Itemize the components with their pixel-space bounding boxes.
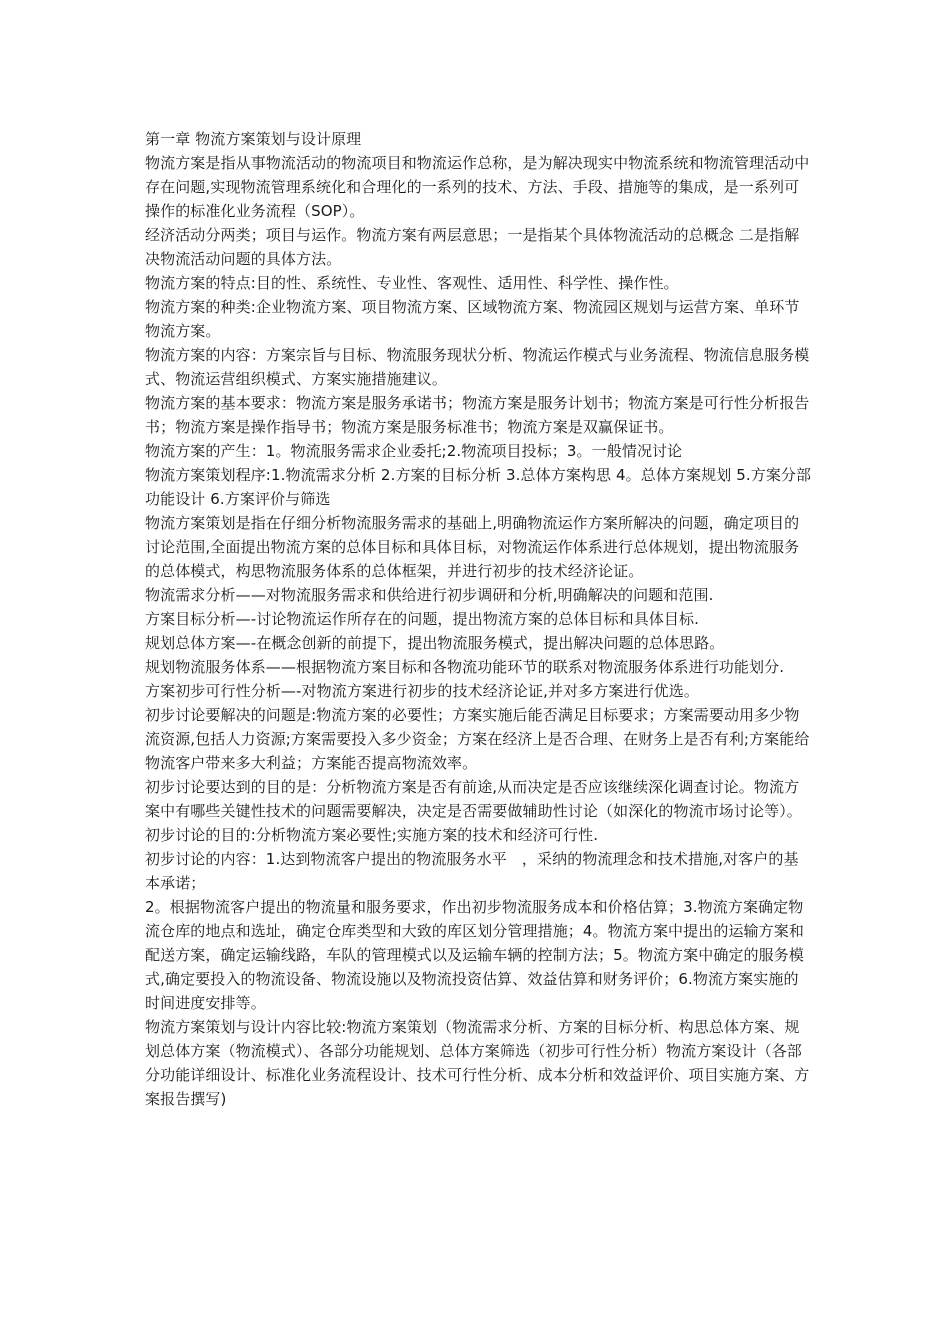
paragraph-definition: 物流方案是指从事物流活动的物流项目和物流运作总称，是为解决现实中物流系统和物流管理活动中存在问题,实现物流管理系统化和合理化的一系列的技术、方法、手段、措施等的集成，是一系列可操作的标准化业务流程（SOP）。: [145, 154, 810, 220]
paragraph-types: 物流方案的种类:企业物流方案、项目物流方案、区域物流方案、物流园区规划与运营方案、单环节物流方案。: [145, 298, 800, 340]
paragraph-economic-activity: 经济活动分两类；项目与运作。物流方案有两层意思；一是指某个具体物流活动的总概念 二是指解决物流活动问题的具体方法。: [145, 226, 800, 268]
paragraph-procedure: 物流方案策划程序:1.物流需求分析 2.方案的目标分析 3.总体方案构思 4。总体方案规划 5.方案分部功能设计 6.方案评价与筛选: [145, 466, 812, 508]
document-body: [145, 127, 813, 1111]
paragraph-service-system: 规划物流服务体系——根据物流方案目标和各物流功能环节的联系对物流服务体系进行功能划分.: [145, 658, 785, 676]
paragraph-origin: 物流方案的产生：1。物流服务需求企业委托;2.物流项目投标；3。一般情况讨论: [145, 442, 683, 460]
paragraph-preliminary-items: 2。根据物流客户提出的物流量和服务要求，作出初步物流服务成本和价格估算；3.物流方案确定物流仓库的地点和选址，确定仓库类型和大致的库区划分管理措施；4。物流方案中提出的运输方案和配送方案，确定运输线路，车队的管理模式以及运输车辆的控制方法；5。物流方案中确定的服务模式,确定要投入的物流设备、物流设施以及物流投资估算、效益估算和财务评价；6.物流方案实施的时间进度安排等。: [145, 898, 804, 1012]
paragraph-feasibility: 方案初步可行性分析—-对物流方案进行初步的技术经济论证,并对多方案进行优选。: [145, 682, 699, 700]
paragraph-preliminary-content: 初步讨论的内容：1.达到物流客户提出的物流服务水平 ，采纳的物流理念和技术措施,对客户的基本承诺；: [145, 850, 799, 892]
chapter-title: 第一章 物流方案策划与设计原理: [145, 130, 362, 148]
paragraph-goal-analysis: 方案目标分析—-讨论物流运作所存在的问题，提出物流方案的总体目标和具体目标.: [145, 610, 699, 628]
paragraph-comparison: 物流方案策划与设计内容比较:物流方案策划（物流需求分析、方案的目标分析、构思总体方案、规划总体方案（物流模式）、各部分功能规划、总体方案筛选（初步可行性分析）物流方案设计（各部分功能详细设计、标准化业务流程设计、技术可行性分析、成本分析和效益评价、项目实施方案、方案报告撰写): [145, 1018, 810, 1108]
paragraph-demand-analysis: 物流需求分析——对物流服务需求和供给进行初步调研和分析,明确解决的问题和范围.: [145, 586, 714, 604]
paragraph-contents: 物流方案的内容：方案宗旨与目标、物流服务现状分析、物流运作模式与业务流程、物流信息服务模式、物流运营组织模式、方案实施措施建议。: [145, 346, 810, 388]
paragraph-preliminary-issues: 初步讨论要解决的问题是:物流方案的必要性；方案实施后能否满足目标要求；方案需要动用多少物流资源,包括人力资源;方案需要投入多少资金；方案在经济上是否合理、在财务上是否有利;方案能给物流客户带来多大利益；方案能否提高物流效率。: [145, 706, 810, 772]
paragraph-planning-definition: 物流方案策划是指在仔细分析物流服务需求的基础上,明确物流运作方案所解决的问题，确定项目的讨论范围,全面提出物流方案的总体目标和具体目标，对物流运作体系进行总体规划，提出物流服务的总体模式，构思物流服务体系的总体框架，并进行初步的技术经济论证。: [145, 514, 800, 580]
paragraph-preliminary-goals: 初步讨论要达到的目的是：分析物流方案是否有前途,从而决定是否应该继续深化调查讨论。物流方案中有哪些关键性技术的问题需要解决，决定是否需要做辅助性讨论（如深化的物流市场讨论等）。: [145, 778, 802, 820]
paragraph-overall-plan: 规划总体方案—-在概念创新的前提下，提出物流服务模式，提出解决问题的总体思路。: [145, 634, 725, 652]
paragraph-preliminary-purpose: 初步讨论的目的:分析物流方案必要性;实施方案的技术和经济可行性.: [145, 826, 599, 844]
paragraph-features: 物流方案的特点:目的性、系统性、专业性、客观性、适用性、科学性、操作性。: [145, 274, 679, 292]
paragraph-requirements: 物流方案的基本要求：物流方案是服务承诺书；物流方案是服务计划书；物流方案是可行性分析报告书；物流方案是操作指导书；物流方案是服务标准书；物流方案是双赢保证书。: [145, 394, 810, 436]
